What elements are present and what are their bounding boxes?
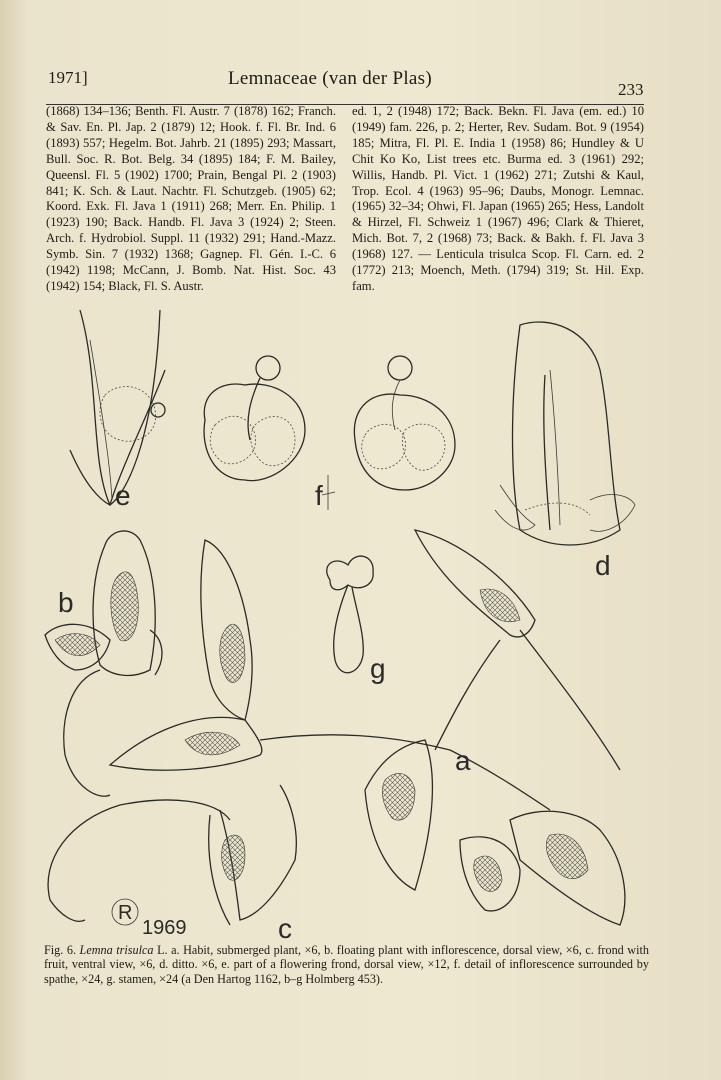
panel-f-second-view: [354, 356, 455, 490]
lemna-illustration: [30, 300, 690, 940]
panel-b-drawing: [45, 531, 162, 796]
references-right: ed. 1, 2 (1948) 172; Back. Bekn. Fl. Java (em. ed.) 10 (1949) fam. 226, p. 2; Herter, Rev. Sudam. Bot. 9 (1954) 185; Mitra, Fl. Pl. E. India 1 (1958) 86; Hundley & U Chit Ko Ko, List trees etc. Burma ed. 3 (1961) 292; Willis, Handb. Pl. Vict. 1 (1962) 271; Zutshi & Kaul, Trop. Ecol. 4 (1963) 95–96; Daubs, Monogr. Lemnac. (1965) 32–34; Ohwi, Fl. Japan (1965) 265; Hess, Landolt & Hirzel, Fl. Schweiz 1 (1967) 496; Clark & Thieret, Mich. Bot. 7, 2 (1968) 73; Back. & Bakh. f. Fl. Java 3 (1968) 127. — Lenticula trisulca Scop. Fl. Carn. ed. 2 (1772) 213; Moench, Meth. (1794) 319; St. Hil. Exp. fam.: [352, 104, 644, 293]
panel-d-label: d: [595, 550, 611, 581]
signature-year: 1969: [142, 917, 187, 939]
panel-e-label: e: [115, 480, 131, 511]
panel-c-label: c: [278, 913, 292, 940]
text-column-left: [46, 104, 336, 295]
signature-mark: R: [118, 902, 133, 924]
text-column-right: [352, 104, 644, 295]
caption-lead: Fig. 6.: [44, 943, 80, 957]
panel-c-drawing: [48, 785, 296, 925]
panel-a-label: a: [455, 745, 471, 776]
running-header: [48, 62, 648, 99]
botanical-plate: [30, 300, 690, 940]
panel-b-label: b: [58, 587, 74, 618]
artist-signature: [112, 899, 187, 939]
caption-species: Lemna trisulca: [79, 943, 154, 957]
figure-caption: [44, 943, 649, 986]
panel-g-label: g: [370, 653, 386, 684]
references-left: (1868) 134–136; Benth. Fl. Austr. 7 (1878) 162; Franch. & Sav. En. Pl. Jap. 2 (1879) 12; Hook. f. Fl. Br. Ind. 6 (1893) 557; Hegelm. Bot. Jahrb. 21 (1895) 293; Massart, Bull. Soc. R. Bot. Belg. 34 (1895) 184; F. M. Bailey, Queensl. Fl. 5 (1902) 1700; Prain, Bengal Pl. 2 (1903) 841; K. Sch. & Laut. Nachtr. Fl. Schutzgeb. (1905) 62; Koord. Exk. Fl. Java 1 (1911) 268; Merr. En. Philip. 1 (1923) 190; Back. Handb. Fl. Java 3 (1924) 2; Steen. Arch. f. Hydrobiol. Suppl. 11 (1932) 291; Hand.-Mazz. Symb. Sin. 7 (1932) 1368; Gagnep. Fl. Gén. I.-C. 6 (1942) 1198; McCann, J. Bomb. Nat. Hist. Soc. 43 (1942) 154; Black, Fl. S. Austr.: [46, 104, 336, 293]
panel-d-drawing: [495, 322, 635, 545]
panel-f-label: f: [315, 480, 323, 511]
header-title: Lemnaceae (van der Plas): [228, 68, 432, 89]
panel-a-drawing: [110, 530, 625, 925]
panel-g-drawing: [327, 556, 373, 673]
panel-e-drawing: [70, 310, 165, 505]
caption-text: L. a. Habit, submerged plant, ×6, b. floating plant with inflorescence, dorsal view, ×6, c. frond with fruit, ventral view, ×6, d. ditto. ×6, e. part of a flowering frond, dorsal view, ×12, f. detail of inflorescence surrounded by spathe, ×24, g. stamen, ×24 (a Den Hartog 1162, b–g Holmberg 453).: [44, 943, 649, 986]
page-number: 233: [618, 80, 644, 99]
header-year: 1971]: [48, 68, 88, 87]
